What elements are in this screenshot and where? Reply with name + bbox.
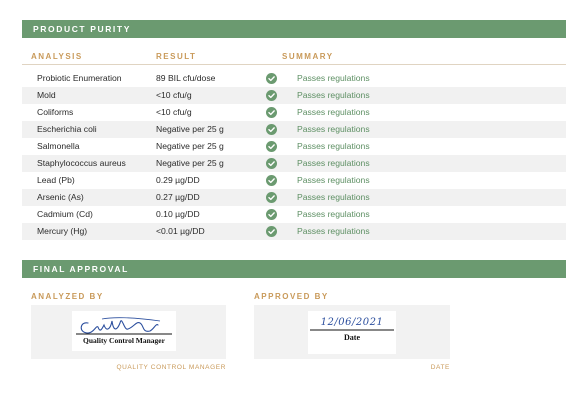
signature-image (72, 311, 176, 351)
check-circle-icon (266, 124, 277, 135)
date-caption: Date (344, 333, 360, 342)
section-header-final-approval (22, 260, 566, 278)
approved-by-label: APPROVED BY (254, 292, 329, 301)
summary-cell (282, 155, 370, 172)
summary-cell (282, 138, 370, 155)
summary-text: Passes regulations (297, 90, 370, 100)
summary-text: Passes regulations (297, 141, 370, 151)
header-divider (22, 64, 566, 65)
analysis-cell: Escherichia coli (37, 124, 97, 134)
table-row (22, 223, 566, 240)
check-circle-icon (266, 73, 277, 84)
summary-text: Passes regulations (297, 175, 370, 185)
analysis-cell: Arsenic (As) (37, 192, 84, 202)
column-header-summary: SUMMARY (282, 52, 334, 61)
check-circle-icon (266, 141, 277, 152)
analyzed-by-label: ANALYZED BY (31, 292, 104, 301)
result-cell: <10 cfu/g (156, 107, 192, 117)
analysis-cell: Cadmium (Cd) (37, 209, 93, 219)
summary-cell (282, 121, 370, 138)
analysis-cell: Coliforms (37, 107, 74, 117)
summary-text: Passes regulations (297, 192, 370, 202)
summary-cell (282, 104, 370, 121)
analysis-cell: Probiotic Enumeration (37, 73, 122, 83)
check-circle-icon (266, 226, 277, 237)
table-row (22, 87, 566, 104)
result-cell: 0.10 µg/DD (156, 209, 200, 219)
summary-cell (282, 70, 370, 87)
analysis-cell: Staphylococcus aureus (37, 158, 126, 168)
summary-cell (282, 223, 370, 240)
summary-cell (282, 87, 370, 104)
result-cell: 89 BIL cfu/dose (156, 73, 216, 83)
date-image (308, 311, 396, 354)
check-circle-icon (266, 209, 277, 220)
summary-text: Passes regulations (297, 158, 370, 168)
summary-text: Passes regulations (297, 107, 370, 117)
table-row (22, 189, 566, 206)
result-cell: <0.01 µg/DD (156, 226, 205, 236)
summary-cell (282, 206, 370, 223)
analysis-cell: Lead (Pb) (37, 175, 75, 185)
section-title: PRODUCT PURITY (33, 24, 131, 34)
approved-caption: DATE (430, 364, 450, 371)
check-circle-icon (266, 175, 277, 186)
summary-text: Passes regulations (297, 73, 370, 83)
result-cell: Negative per 25 g (156, 158, 224, 168)
check-circle-icon (266, 90, 277, 101)
result-cell: <10 cfu/g (156, 90, 192, 100)
check-circle-icon (266, 158, 277, 169)
table-row (22, 155, 566, 172)
table-row (22, 172, 566, 189)
summary-cell (282, 172, 370, 189)
section-header-product-purity (22, 20, 566, 38)
results-table (22, 70, 566, 240)
section-title: FINAL APPROVAL (33, 264, 129, 274)
summary-cell (282, 189, 370, 206)
result-cell: Negative per 25 g (156, 141, 224, 151)
result-cell: 0.29 µg/DD (156, 175, 200, 185)
handwritten-signature (72, 311, 176, 351)
summary-text: Passes regulations (297, 209, 370, 219)
result-cell: 0.27 µg/DD (156, 192, 200, 202)
table-row (22, 206, 566, 223)
signature-caption: Quality Control Manager (83, 336, 165, 345)
summary-text: Passes regulations (297, 226, 370, 236)
check-circle-icon (266, 107, 277, 118)
column-header-analysis: ANALYSIS (31, 52, 83, 61)
table-row (22, 104, 566, 121)
analysis-cell: Mercury (Hg) (37, 226, 88, 236)
handwritten-date: 12/06/2021 (320, 317, 384, 328)
summary-text: Passes regulations (297, 124, 370, 134)
column-header-result: RESULT (156, 52, 197, 61)
table-row (22, 121, 566, 138)
analysis-cell: Mold (37, 90, 56, 100)
result-cell: Negative per 25 g (156, 124, 224, 134)
table-row (22, 138, 566, 155)
analysis-cell: Salmonella (37, 141, 80, 151)
check-circle-icon (266, 192, 277, 203)
analyzed-caption: QUALITY CONTROL MANAGER (116, 364, 226, 371)
table-row (22, 70, 566, 87)
